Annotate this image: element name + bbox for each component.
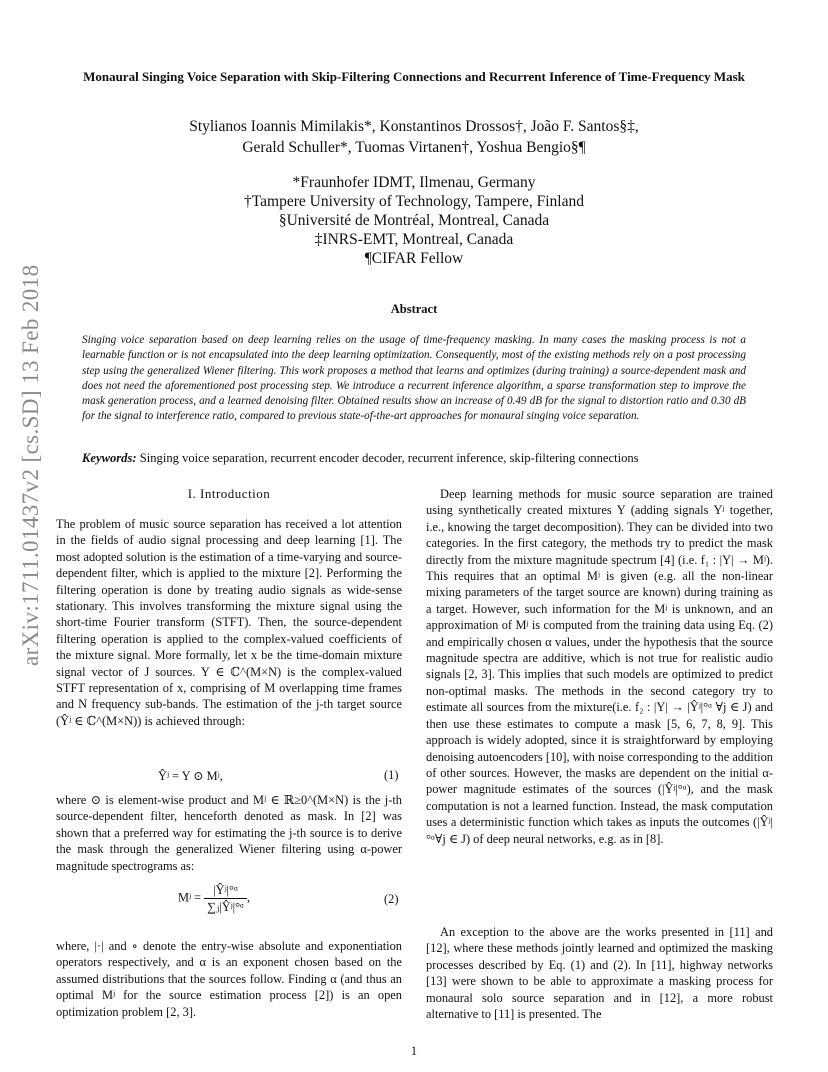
paragraph: Deep learning methods for music source separation are trained using synthetically created mixtures Y (adding signals Yʲ together, i.e., knowing the target decomposition). They can be divided into two categories. In the first category, the methods try to predict the mask directly from the mixture magnitude spectrum [4] (i.e. f₁ : |Y| → Mʲ). This requires that an optimal Mʲ is given (e.g. all the non-linear mixing parameters of the target source are known) during training as a target. However, such information for the Mʲ is unknown, and an approximation of Mʲ is computed from the training data using Eq. (2) and empirically chosen α values, under the hypothesis that the source magnitude spectra are additive, which is not true for realistic audio signals [2, 3]. This implies that such models are optimized to predict non-optimal masks. The methods in the second category try to estimate all sources from the mixture(i.e. f₂ : |Y| → |Ŷʲ|°ᵅ ∀j ∈ J) and then use these estimates to compute a mask [5, 6, 7, 8, 9]. This approach is widely adopted, since it is straightforward by employing denoising autoencoders [10], with noise corresponding to the addition of other sources. However, the masks are dependent on the initial α-power magnitude estimates of the sources (|Ŷʲ|°ᵅ), and the mask computation is not a learned function. Instead, the mask computation uses a deterministic function which takes as inputs the outcomes (|Ŷʲ|°ᵅ∀j ∈ J) of deep neural networks, e.g. as in [8].	[426, 487, 773, 846]
affiliation: †Tampere University of Technology, Tampere, Finland	[244, 193, 584, 210]
equation-2-number: (2)	[384, 892, 399, 906]
author-line: Gerald Schuller*, Tuomas Virtanen†, Yoshua Bengio§¶	[242, 139, 586, 156]
left-column-paragraph-3	[56, 938, 402, 1020]
equation-2-fraction	[204, 882, 247, 915]
affiliation-list	[70, 173, 758, 268]
keywords-label: Keywords:	[82, 451, 137, 465]
paragraph: where, |·| and ∘ denote the entry-wise absolute and exponentiation operators respectively, and α is an exponent chosen based on the assumed distributions that the sources follow. Finding α (and thus an optimal Mʲ for the source estimation process [2]) is an open optimization problem [2, 3].	[56, 939, 402, 1019]
right-column-paragraph-2	[426, 924, 773, 1022]
equation-1-number: (1)	[384, 768, 399, 782]
keywords	[82, 450, 746, 466]
paragraph: where ⊙ is element-wise product and Mʲ ∈ ℝ≥0^(M×N) is the j-th source-dependent filter, henceforth denoted as mask. In [2] was shown that a preferred way for estimating the j-th source is to derive the mask through the generalized Wiener filtering using α-power magnitude spectrograms as:	[56, 793, 402, 873]
affiliation: §Université de Montréal, Montreal, Canada	[278, 212, 550, 229]
abstract-heading: Abstract	[390, 302, 438, 316]
arxiv-identifier: arXiv:1711.01437v2 [cs.SD] 13 Feb 2018	[18, 264, 43, 666]
keywords-text: Singing voice separation, recurrent encoder decoder, recurrent inference, skip-filtering connections	[139, 451, 639, 465]
right-column-paragraph-1	[426, 486, 773, 847]
left-column-paragraph-2	[56, 792, 402, 874]
affiliation: ‡INRS-EMT, Montreal, Canada	[314, 231, 514, 248]
equation-2-comma: ,	[246, 890, 251, 905]
equation-2-lhs: Mʲ =	[178, 890, 202, 905]
equation-1: Ŷʲ = Y ⊙ Mʲ,	[158, 769, 223, 783]
affiliation: *Fraunhofer IDMT, Ilmenau, Germany	[292, 174, 536, 191]
paragraph: The problem of music source separation has received a lot attention in the fields of audio signal processing and deep learning [1]. The most adopted solution is the estimation of a time-varying and source-dependent filter, which is applied to the mixture [2]. Performing the filtering operation is done by treating audio signals as wide-sense stationary. This involves transforming the mixture signal using the short-time Fourier transform (STFT). Then, the source-dependent filtering operation is applied to the complex-valued coefficients of the mixture signal. More formally, let x be the time-domain mixture signal vector of J sources. Y ∈ ℂ^(M×N) is the complex-valued STFT representation of x, comprising of M overlapping time frames and N frequency sub-bands. The estimation of the j-th target source (Ŷʲ ∈ ℂ^(M×N)) is achieved through:	[56, 517, 402, 728]
paper-title: Monaural Singing Voice Separation with Skip-Filtering Connections and Recurrent Inference of Time-Frequency Mask	[83, 69, 745, 84]
equation-2-numerator: |Ŷʲ|°ᵅ	[204, 882, 247, 899]
equation-2	[178, 882, 250, 915]
affiliation: ¶CIFAR Fellow	[364, 250, 464, 267]
abstract-text: Singing voice separation based on deep learning relies on the usage of time-frequency masking. In many cases the masking process is not a learnable function or is not encapsulated into the deep learning optimization. Consequently, most of the existing methods rely on a post processing step using the generalized Wiener filtering. This work proposes a method that learns and optimizes (during training) a source-dependent mask and does not need the aforementioned post processing step. We introduce a recurrent inference algorithm, a sparse transformation step to improve the mask generation process, and a learned denoising filter. Obtained results show an increase of 0.49 dB for the signal to distortion ratio and 0.30 dB for the signal to interference ratio, compared to previous state-of-the-art approaches for monaural singing voice separation.	[82, 334, 746, 423]
page-number: 1	[410, 1044, 418, 1058]
author-line: Stylianos Ioannis Mimilakis*, Konstantinos Drossos†, João F. Santos§‡,	[189, 118, 639, 135]
equation-2-denominator: ∑ⱼ|Ŷʲ|°ᵅ	[207, 900, 244, 914]
author-list	[70, 116, 758, 158]
paragraph: An exception to the above are the works presented in [11] and [12], where these methods jointly learned and optimized the masking processes described by Eq. (1) and (2). In [11], highway networks [13] were shown to be able to approximate a masking process for monaural solo source separation and in [12], a more robust alternative to [11] is presented. The	[426, 925, 773, 1022]
section-heading-introduction: I. Introduction	[187, 486, 271, 501]
left-column-paragraph-1	[56, 516, 402, 729]
